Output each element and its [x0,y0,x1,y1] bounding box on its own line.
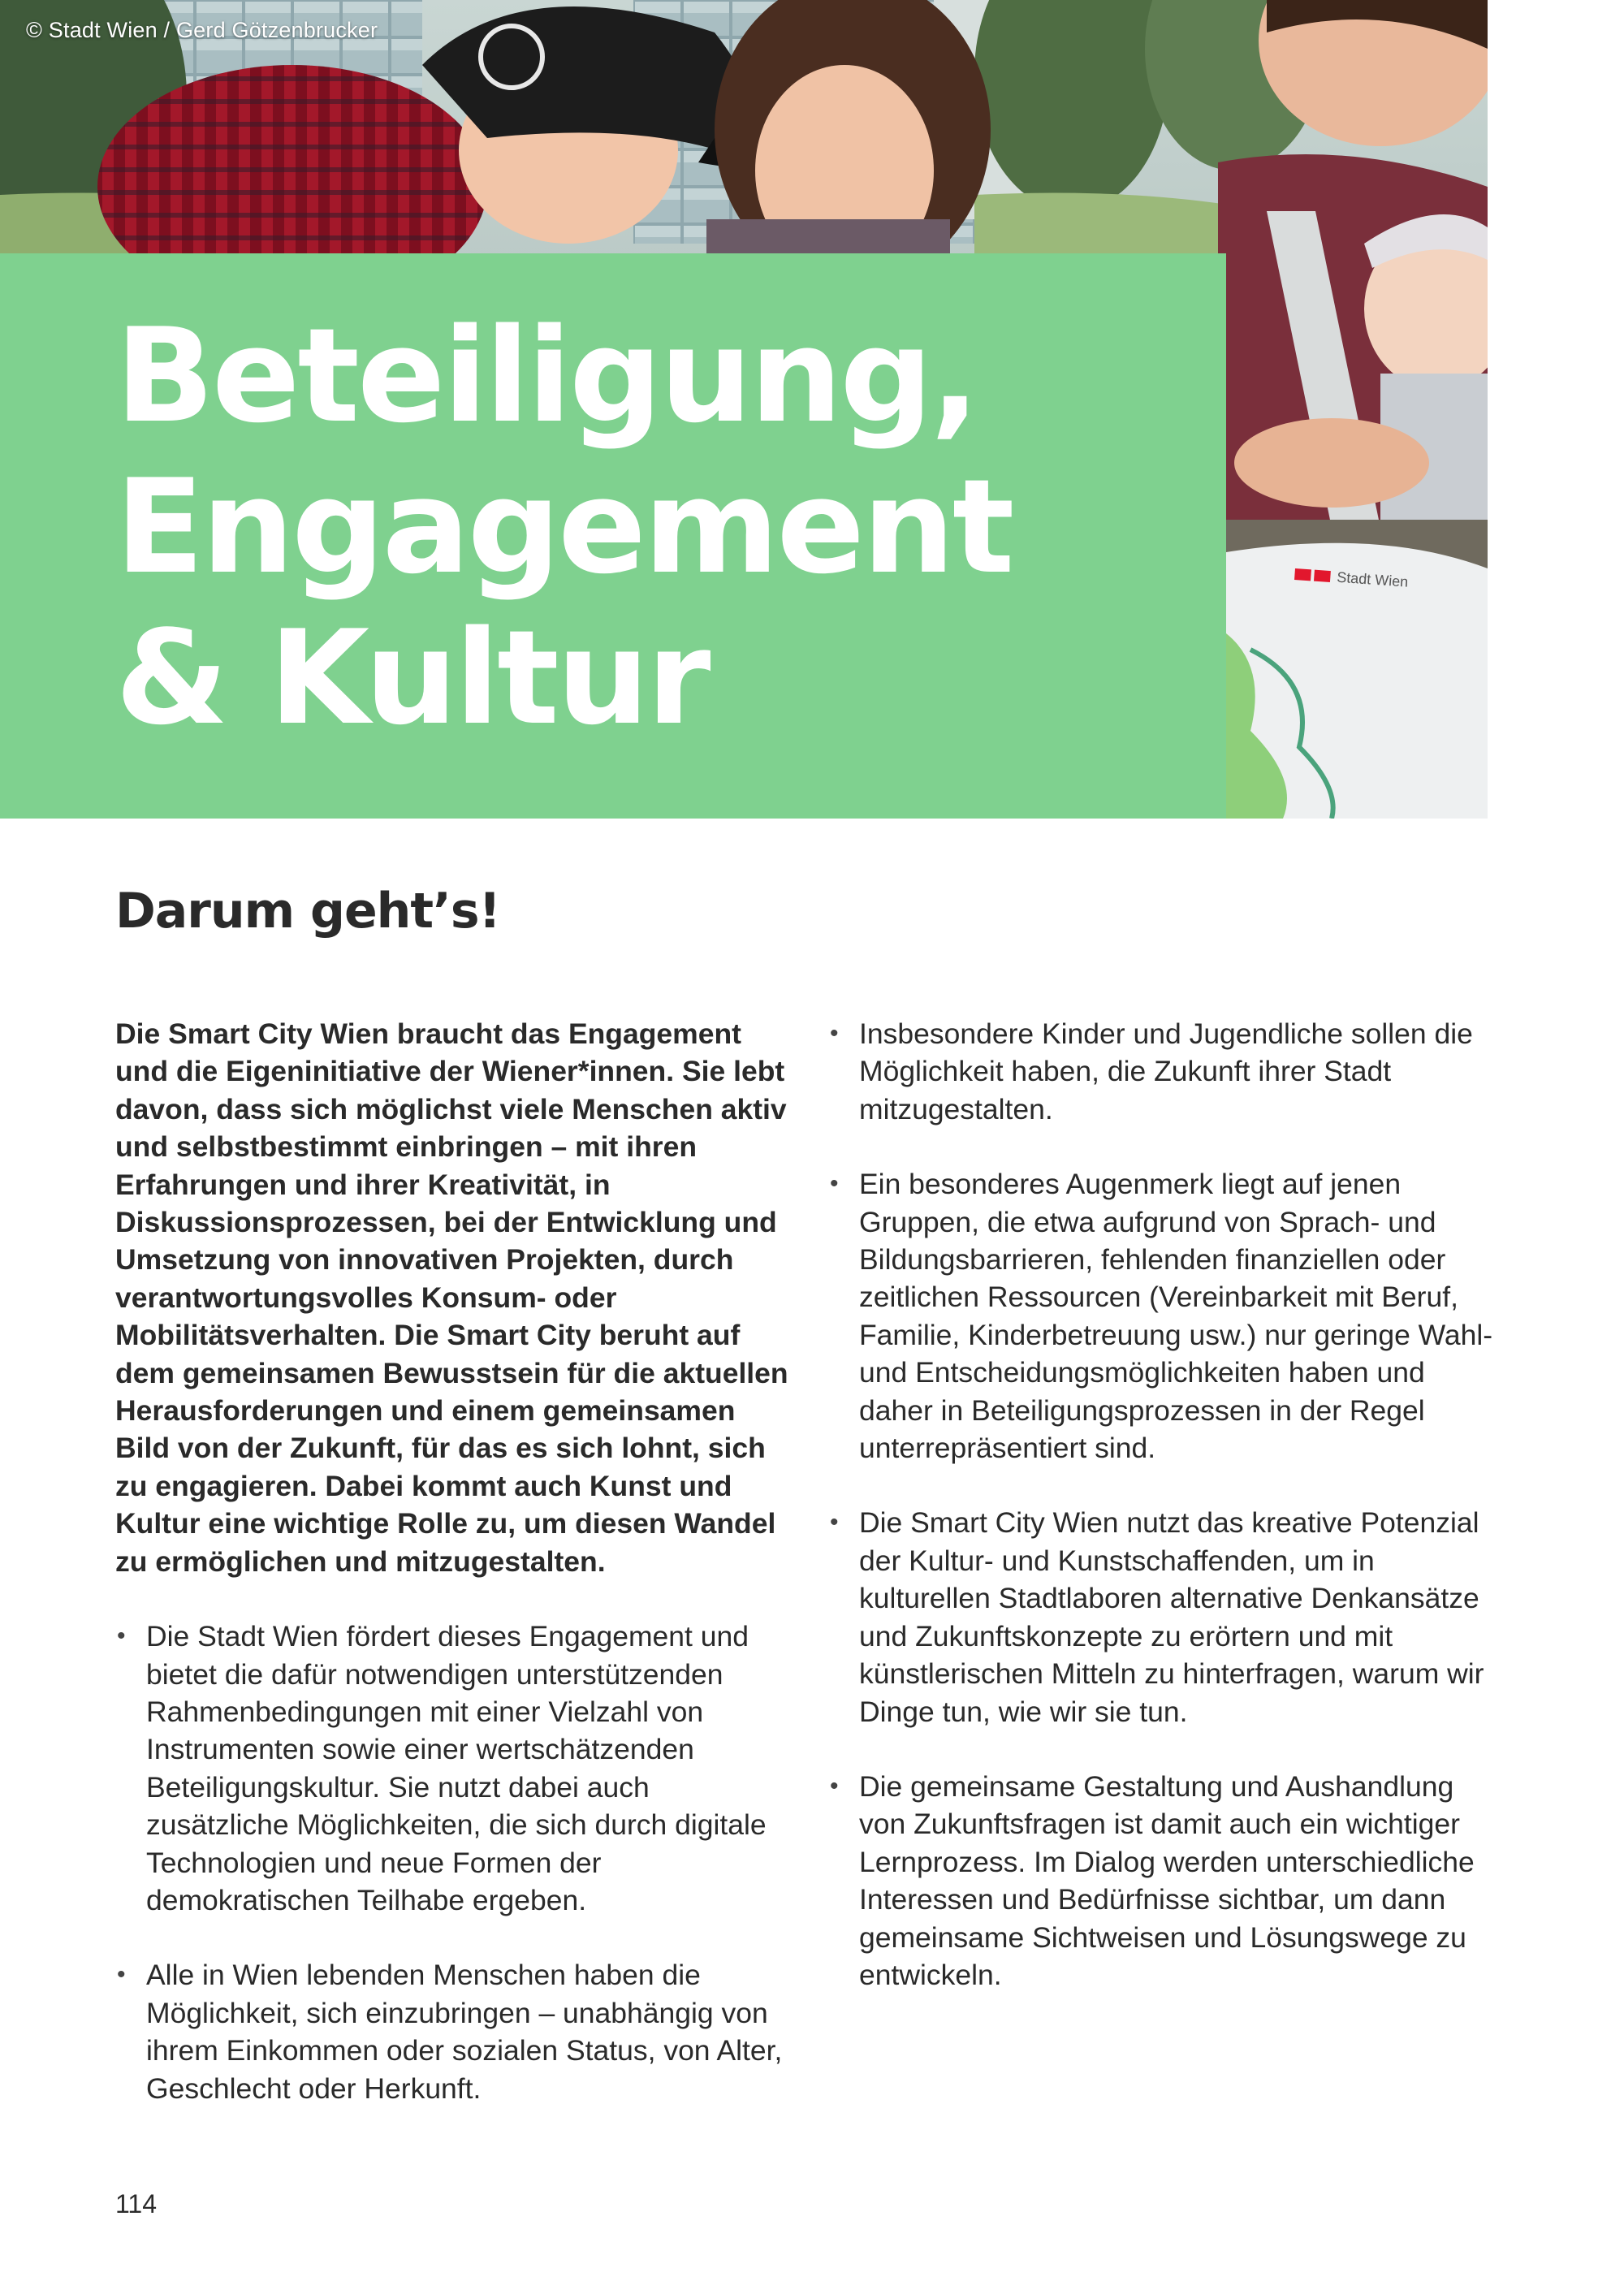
section-heading: Darum geht’s! [115,883,500,940]
photo-credit: © Stadt Wien / Gerd Götzenbrucker [26,18,378,42]
page-number: 114 [115,2189,158,2218]
left-bullet-list [115,1618,789,2107]
right-bullet-list [828,1015,1502,1994]
title-line: Engagement [115,451,1013,603]
list-item: • Alle in Wien lebenden Menschen haben die Möglichkeit, sich einzubringen – unabhängig von ihrem Einkommen oder sozialen Status, von Alter, Geschlecht oder Herkunft. [115,1956,789,2107]
list-item: • Die gemeinsame Gestaltung und Aushandlung von Zukunftsfragen ist damit auch ein wichtiger Lernprozess. Im Dialog werden unterschiedliche Interessen und Bedürfnisse sichtbar, um dann gemeinsame Sichtweisen und Lösungswege zu entwickeln. [828,1768,1502,1994]
svg-text:Stadt Wien: Stadt Wien [1336,568,1409,590]
list-item: • Die Stadt Wien fördert dieses Engagement und bietet die dafür notwendigen unterstützenden Rahmenbedingungen mit einer Vielzahl von Instrumenten sowie einer wertschätzenden Beteiligungskultur. Sie nutzt dabei auch zusätzliche Möglichkeiten, die sich durch digitale Technologien und neue Formen der demokratischen Teilhabe ergeben. [115,1618,789,1919]
title-line: Beteiligung, [115,300,978,451]
list-item: • Insbesondere Kinder und Jugendliche sollen die Möglichkeit haben, die Zukunft ihrer Stadt mitzugestalten. [828,1015,1502,1128]
left-column [115,1015,789,2145]
list-item: • Ein besonderes Augenmerk liegt auf jenen Gruppen, die etwa aufgrund von Sprach- und Bildungsbarrieren, fehlenden finanziellen oder zeitlichen Ressourcen (Vereinbarkeit mit Beruf, Familie, Kinderbetreuung usw.) nur geringe Wahl- und Entscheidungsmöglichkeiten haben und daher in Beteiligungsprozessen in der Regel unterrepräsentiert sind. [828,1165,1502,1467]
page-title [115,300,1012,754]
title-line: & Kultur [115,602,709,754]
right-column [828,1015,1502,2031]
list-item: • Die Smart City Wien nutzt das kreative Potenzial der Kultur- und Kunstschaffenden, um in kulturellen Stadtlaboren alternative Denkansätze und Zukunftskonzepte zu erörtern und mit künstlerischen Mitteln zu hinterfragen, warum wir Dinge tun, wie wir sie tun. [828,1504,1502,1730]
title-panel [0,253,1226,819]
intro-paragraph: Die Smart City Wien braucht das Engagement und die Eigeninitiative der Wiener*innen. Sie lebt davon, dass sich möglichst viele Menschen aktiv und selbstbestimmt einbringen – mit ihren Erfahrungen und ihrer Kreativität, in Diskussionsprozessen, bei der Entwicklung und Umsetzung von innovativen Projekten, durch verantwortungsvolles Konsum- oder Mobilitätsverhalten. Die Smart City beruht auf dem gemeinsamen Bewusstsein für die aktuellen Herausforderungen und einem gemeinsamen Bild von der Zukunft, für das es sich lohnt, sich zu engagieren. Dabei kommt auch Kunst und Kultur eine wichtige Rolle zu, um diesen Wandel zu ermöglichen und mitzugestalten. [115,1017,788,1578]
